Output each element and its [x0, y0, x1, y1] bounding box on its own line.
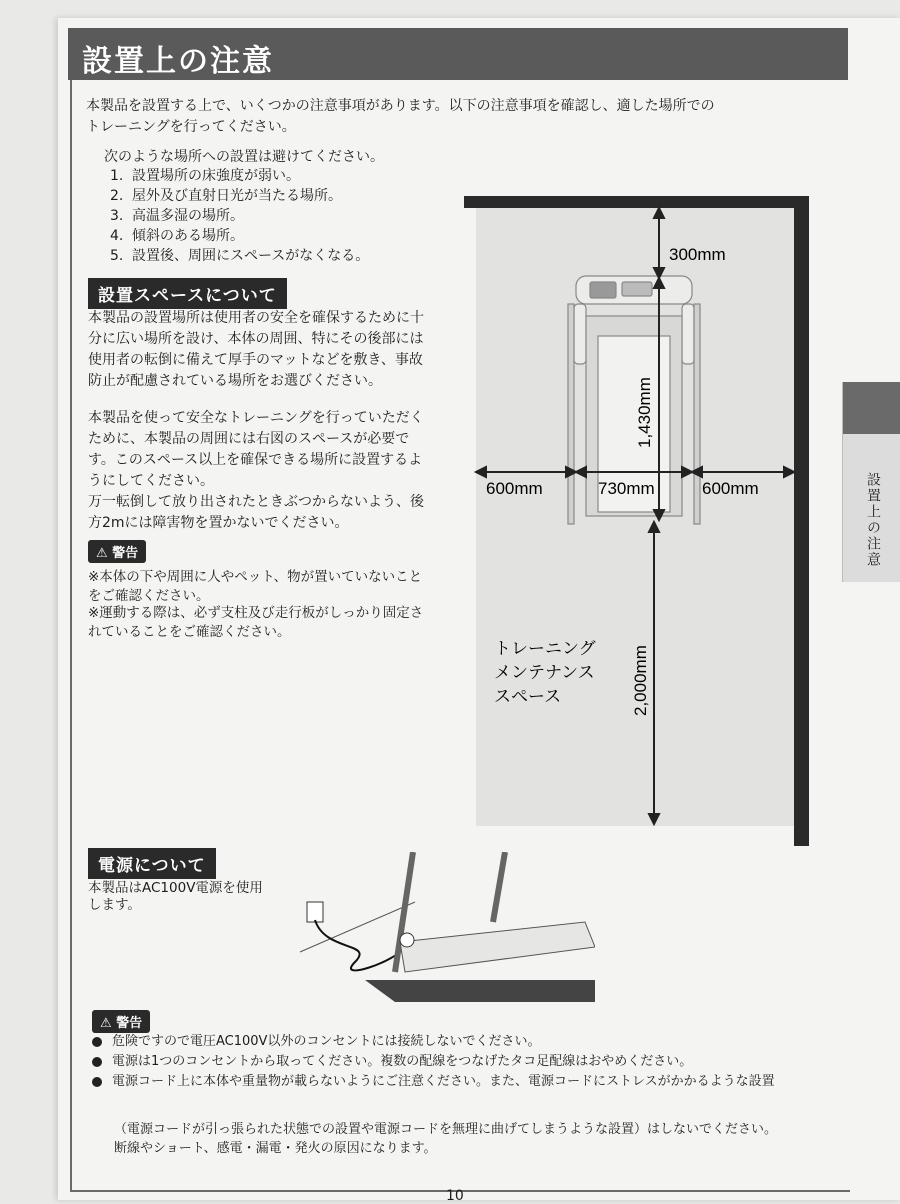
- side-tab-marker: [843, 382, 900, 434]
- dim-left-label: 600mm: [486, 479, 543, 498]
- list-item: 3. 高温多湿の場所。: [110, 208, 244, 224]
- intro-line-2: トレーニングを行ってください。: [86, 119, 296, 135]
- warning-continuation: （電源コードが引っ張られた状態での設置や電源コードを無理に曲げてしまうような設置）はしないでください。: [114, 1122, 778, 1137]
- list-item: 危険ですので電圧AC100V以外のコンセントには接続しないでください。: [92, 1032, 832, 1052]
- page-title: 設置上の注意: [82, 44, 274, 79]
- bullet-icon: [92, 1057, 102, 1067]
- power-cord: [315, 920, 405, 970]
- bullet-icon: [92, 1077, 102, 1087]
- list-item: 電源コード上に本体や重量物が載らないようにご注意ください。また、電源コードにストレスがかかるような設置: [92, 1072, 832, 1092]
- avoid-lead: 次のような場所への設置は避けてください。: [104, 149, 384, 165]
- power-connection-illustration: [295, 852, 595, 1002]
- page-number: 10: [446, 1188, 464, 1204]
- warning-bullets: [92, 1032, 832, 1092]
- list-item: 5. 設置後、周囲にスペースがなくなる。: [110, 248, 370, 264]
- side-index-tab[interactable]: [842, 382, 900, 582]
- warning-badge-2: ⚠ 警告: [92, 1010, 150, 1033]
- front-wall: [464, 196, 809, 208]
- power-switch-icon: [400, 933, 414, 947]
- warning-item: ※本体の下や周囲に人やペット、物が置いていないことをご確認ください。: [88, 569, 423, 604]
- space-paragraph-2: 本製品を使って安全なトレーニングを行っていただくために、本製品の周囲には右図のスペースが必要です。このスペース以上を確保できる場所に設置するようにしてください。: [88, 410, 424, 489]
- outlet-icon: [307, 902, 323, 922]
- power-text: 本製品はAC100V電源を使用します。: [88, 880, 263, 913]
- intro-line-1: 本製品を設置する上で、いくつかの注意事項があります。以下の注意事項を確認し、適した場所での: [86, 98, 715, 114]
- bullet-icon: [92, 1037, 102, 1047]
- warning-badge-1: ⚠ 警告: [88, 540, 146, 563]
- avoid-list: [110, 166, 369, 266]
- zone-label-3: スペース: [494, 687, 562, 707]
- space-paragraph-1: 本製品の設置場所は使用者の安全を確保するために十分に広い場所を設け、本体の周囲、特にその後部には使用者の転倒に備えて厚手のマットなどを敷き、事故防止が配慮されている場所をお選びください。: [88, 310, 424, 389]
- floor-mat: [365, 980, 595, 1002]
- side-tab-label: 設置上の注意: [865, 472, 881, 568]
- warning-item: ※運動する際は、必ず支柱及び走行板がしっかり固定されていることをご確認ください。: [88, 605, 424, 640]
- title-bar: [68, 28, 848, 80]
- list-item: 電源は1つのコンセントから取ってください。複数の配線をつなげたタコ足配線はおやめください。: [92, 1052, 832, 1072]
- dim-rear-label: 2,000mm: [631, 645, 650, 716]
- intro-text: [86, 96, 806, 138]
- list-item: 2. 屋外及び直射日光が当たる場所。: [110, 188, 342, 204]
- treadmill-deck: [400, 922, 595, 972]
- section-heading-space: 設置スペースについて: [88, 278, 287, 309]
- dim-width-label: 730mm: [598, 479, 655, 498]
- dim-top-label: 300mm: [669, 245, 726, 264]
- zone-label-2: メンテナンス: [494, 663, 595, 683]
- treadmill-upright-2: [493, 852, 505, 922]
- zone-label-1: トレーニング: [494, 639, 596, 659]
- right-wall: [794, 196, 809, 846]
- dim-right-label: 600mm: [702, 479, 759, 498]
- space-paragraph-3: 万一転倒して放り出されたときぶつからないよう、後方2mには障害物を置かないでください。: [88, 494, 424, 531]
- list-item: 4. 傾斜のある場所。: [110, 228, 244, 244]
- section-heading-power: 電源について: [88, 848, 216, 879]
- dim-length-label: 1,430mm: [635, 377, 654, 448]
- list-item: 1. 設置場所の床強度が弱い。: [110, 168, 300, 184]
- installation-space-diagram: [464, 196, 809, 846]
- warning-last-line: 断線やショート、感電・漏電・発火の原因になります。: [114, 1141, 437, 1156]
